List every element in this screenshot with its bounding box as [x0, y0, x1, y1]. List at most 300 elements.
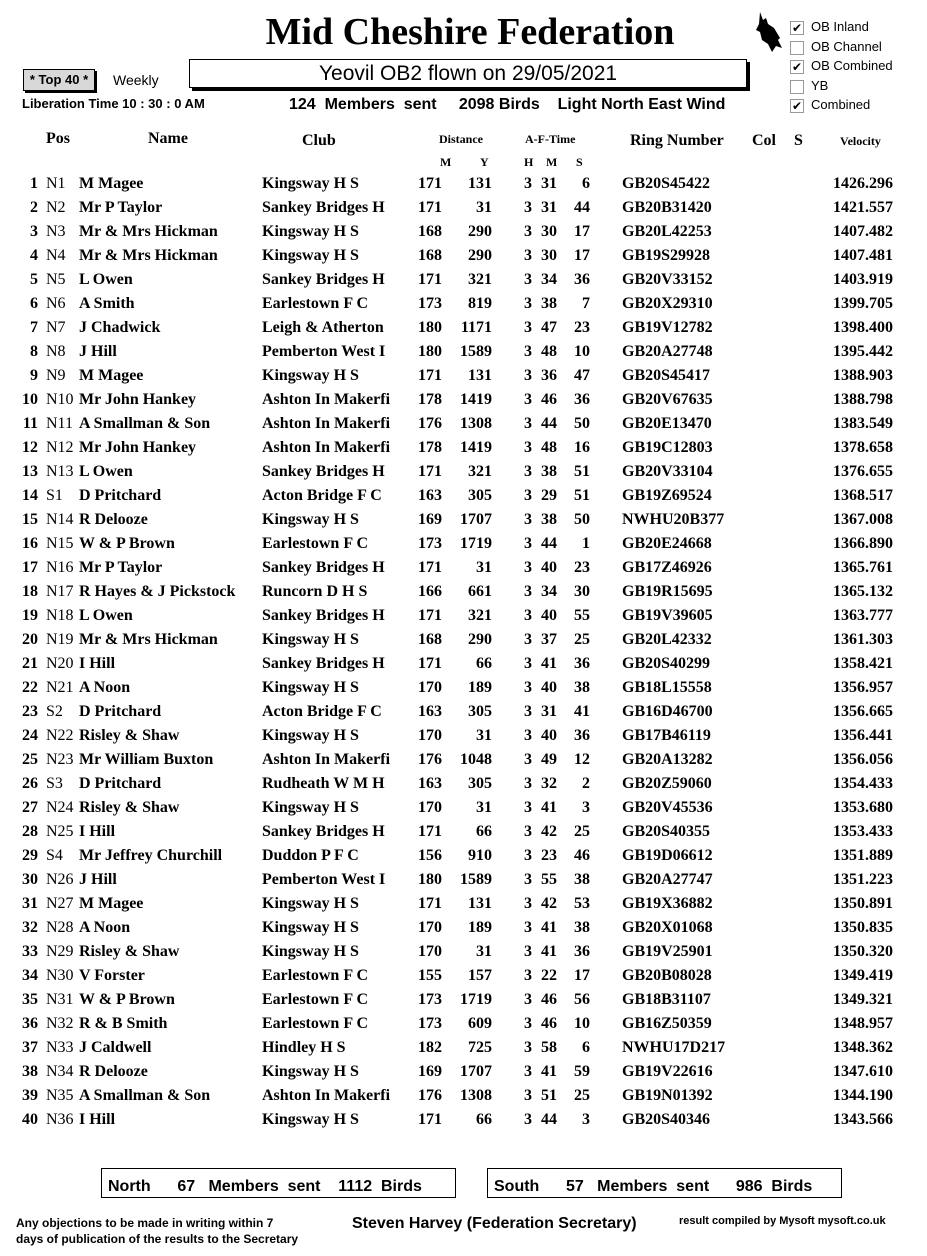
section-position: N5	[46, 271, 66, 288]
time-seconds: 53	[574, 895, 590, 912]
ring-number: GB19C12803	[622, 439, 713, 456]
distance-yards: 31	[476, 199, 492, 216]
member-name: A Noon	[79, 679, 131, 696]
velocity: 1348.957	[833, 1015, 893, 1032]
ring-number: GB17B46119	[622, 727, 711, 744]
distance-yards: 131	[468, 367, 492, 384]
velocity: 1383.549	[833, 415, 893, 432]
velocity: 1353.433	[833, 823, 893, 840]
club-name: Kingsway H S	[262, 679, 359, 696]
member-name: Risley & Shaw	[79, 727, 180, 744]
position: 13	[22, 463, 38, 480]
position: 33	[22, 943, 38, 960]
time-minutes: 40	[541, 607, 557, 624]
distance-miles: 171	[418, 271, 442, 288]
distance-yards: 321	[468, 271, 492, 288]
table-row	[0, 799, 927, 823]
time-minutes: 29	[541, 487, 557, 504]
time-hours: 3	[524, 175, 532, 192]
time-seconds: 41	[574, 703, 590, 720]
time-hours: 3	[524, 391, 532, 408]
velocity: 1347.610	[833, 1063, 893, 1080]
time-hours: 3	[524, 463, 532, 480]
position: 19	[22, 607, 38, 624]
distance-miles: 156	[418, 847, 442, 864]
distance-miles: 169	[418, 1063, 442, 1080]
position: 14	[22, 487, 38, 504]
velocity: 1353.680	[833, 799, 893, 816]
ring-number: GB20E24668	[622, 535, 712, 552]
velocity: 1356.957	[833, 679, 893, 696]
ring-number: GB19N01392	[622, 1087, 713, 1104]
time-hours: 3	[524, 679, 532, 696]
club-name: Ashton In Makerfi	[262, 391, 391, 408]
time-seconds: 47	[574, 367, 590, 384]
time-seconds: 36	[574, 943, 590, 960]
time-seconds: 7	[582, 295, 590, 312]
top40-button[interactable]: * Top 40 *	[23, 69, 95, 91]
ring-number: GB20A27747	[622, 871, 713, 888]
checkmark-icon[interactable]: ✔	[791, 99, 803, 113]
member-name: Mr John Hankey	[79, 391, 197, 408]
time-seconds: 17	[574, 247, 590, 264]
club-name: Kingsway H S	[262, 895, 359, 912]
distance-yards: 131	[468, 175, 492, 192]
col-header-distance-y: Y	[480, 155, 489, 169]
distance-yards: 305	[468, 487, 492, 504]
velocity: 1349.321	[833, 991, 893, 1008]
position: 4	[30, 247, 38, 264]
table-row	[0, 631, 927, 655]
member-name: I Hill	[79, 823, 116, 840]
distance-miles: 170	[418, 943, 442, 960]
velocity: 1388.903	[833, 367, 893, 384]
distance-miles: 166	[418, 583, 442, 600]
time-seconds: 46	[574, 847, 590, 864]
empty-checkbox-icon[interactable]	[790, 41, 804, 55]
table-row	[0, 535, 927, 559]
time-hours: 3	[524, 295, 532, 312]
section-position: N35	[46, 1087, 74, 1104]
time-hours: 3	[524, 439, 532, 456]
section-position: N19	[46, 631, 74, 648]
velocity: 1399.705	[833, 295, 893, 312]
distance-miles: 171	[418, 463, 442, 480]
distance-miles: 171	[418, 895, 442, 912]
empty-checkbox-icon[interactable]	[790, 80, 804, 94]
member-name: I Hill	[79, 655, 116, 672]
distance-yards: 1719	[460, 991, 492, 1008]
time-minutes: 41	[541, 799, 557, 816]
ring-number: GB20Z59060	[622, 775, 712, 792]
section-position: N28	[46, 919, 74, 936]
section-position: N24	[46, 799, 74, 816]
time-minutes: 38	[541, 511, 557, 528]
velocity: 1354.433	[833, 775, 893, 792]
time-minutes: 31	[541, 175, 557, 192]
position: 26	[22, 775, 38, 792]
time-hours: 3	[524, 1087, 532, 1104]
table-row	[0, 1111, 927, 1135]
velocity: 1351.223	[833, 871, 893, 888]
col-header-name: Name	[148, 130, 188, 147]
ring-number: GB20V33104	[622, 463, 713, 480]
club-name: Acton Bridge F C	[262, 703, 382, 720]
table-row	[0, 727, 927, 751]
col-header-time-s: S	[576, 155, 583, 169]
time-hours: 3	[524, 991, 532, 1008]
time-minutes: 41	[541, 943, 557, 960]
position: 27	[22, 799, 38, 816]
distance-miles: 173	[418, 991, 442, 1008]
section-position: N26	[46, 871, 74, 888]
table-row	[0, 847, 927, 871]
member-name: Mr William Buxton	[79, 751, 214, 768]
table-row	[0, 607, 927, 631]
time-seconds: 36	[574, 655, 590, 672]
member-name: M Magee	[79, 895, 144, 912]
club-name: Pemberton West I	[262, 343, 386, 360]
time-hours: 3	[524, 631, 532, 648]
member-name: W & P Brown	[79, 991, 175, 1008]
table-row	[0, 415, 927, 439]
distance-yards: 1719	[460, 535, 492, 552]
position: 34	[22, 967, 38, 984]
club-name: Kingsway H S	[262, 247, 359, 264]
section-position: N12	[46, 439, 74, 456]
time-hours: 3	[524, 487, 532, 504]
ring-number: NWHU20B377	[622, 511, 725, 528]
time-hours: 3	[524, 367, 532, 384]
distance-yards: 189	[468, 919, 492, 936]
time-hours: 3	[524, 583, 532, 600]
time-minutes: 42	[541, 823, 557, 840]
velocity: 1350.835	[833, 919, 893, 936]
time-hours: 3	[524, 751, 532, 768]
position: 30	[22, 871, 38, 888]
velocity: 1368.517	[833, 487, 893, 504]
distance-yards: 290	[468, 223, 492, 240]
table-row	[0, 991, 927, 1015]
time-minutes: 41	[541, 1063, 557, 1080]
member-name: R & B Smith	[79, 1015, 168, 1032]
ring-number: GB20B08028	[622, 967, 712, 984]
table-row	[0, 751, 927, 775]
club-name: Hindley H S	[262, 1039, 346, 1056]
checkmark-icon[interactable]: ✔	[791, 21, 803, 35]
race-title: Yeovil OB2 flown on 29/05/2021	[189, 59, 747, 88]
table-row	[0, 1087, 927, 1111]
distance-yards: 305	[468, 775, 492, 792]
member-name: R Hayes & J Pickstock	[79, 583, 236, 600]
compiled-by: result compiled by Mysoft mysoft.co.uk	[679, 1215, 886, 1227]
time-seconds: 25	[574, 631, 590, 648]
time-minutes: 41	[541, 655, 557, 672]
distance-miles: 171	[418, 367, 442, 384]
velocity: 1356.665	[833, 703, 893, 720]
section-position: N33	[46, 1039, 74, 1056]
time-minutes: 46	[541, 991, 557, 1008]
time-minutes: 32	[541, 775, 557, 792]
distance-yards: 1048	[460, 751, 492, 768]
position: 23	[22, 703, 38, 720]
table-row	[0, 775, 927, 799]
distance-yards: 290	[468, 247, 492, 264]
club-name: Sankey Bridges H	[262, 199, 385, 216]
distance-miles: 171	[418, 655, 442, 672]
ring-number: GB18B31107	[622, 991, 711, 1008]
time-seconds: 56	[574, 991, 590, 1008]
ring-number: GB19V39605	[622, 607, 713, 624]
distance-miles: 170	[418, 799, 442, 816]
velocity: 1365.132	[833, 583, 893, 600]
time-seconds: 10	[574, 1015, 590, 1032]
time-seconds: 38	[574, 679, 590, 696]
section-position: N32	[46, 1015, 74, 1032]
table-row	[0, 1039, 927, 1063]
members-sent-summary: 124 Members sent 2098 Birds Light North East Wind	[289, 96, 726, 113]
time-hours: 3	[524, 1063, 532, 1080]
section-position: N31	[46, 991, 74, 1008]
distance-miles: 170	[418, 727, 442, 744]
table-row	[0, 655, 927, 679]
ring-number: GB19X36882	[622, 895, 713, 912]
time-minutes: 44	[541, 415, 557, 432]
club-name: Kingsway H S	[262, 223, 359, 240]
col-header-time-h: H	[524, 155, 534, 169]
filter-label: Combined	[811, 97, 871, 112]
liberation-time: Liberation Time 10 : 30 : 0 AM	[22, 96, 205, 111]
member-name: D Pritchard	[79, 487, 162, 504]
time-minutes: 22	[541, 967, 557, 984]
section-position: N25	[46, 823, 74, 840]
velocity: 1358.421	[833, 655, 893, 672]
ring-number: GB18L15558	[622, 679, 712, 696]
position: 7	[30, 319, 38, 336]
time-seconds: 38	[574, 919, 590, 936]
club-name: Kingsway H S	[262, 367, 359, 384]
time-minutes: 34	[541, 271, 557, 288]
member-name: M Magee	[79, 175, 144, 192]
velocity: 1395.442	[833, 343, 893, 360]
section-position: N30	[46, 967, 74, 984]
ring-number: GB19V22616	[622, 1063, 713, 1080]
member-name: M Magee	[79, 367, 144, 384]
time-hours: 3	[524, 343, 532, 360]
time-minutes: 37	[541, 631, 557, 648]
time-hours: 3	[524, 199, 532, 216]
table-row	[0, 271, 927, 295]
time-minutes: 23	[541, 847, 557, 864]
club-name: Earlestown F C	[262, 991, 369, 1008]
section-position: N15	[46, 535, 74, 552]
section-position: S4	[46, 847, 63, 864]
ring-number: GB20A13282	[622, 751, 713, 768]
member-name: A Smallman & Son	[79, 1087, 211, 1104]
velocity: 1403.919	[833, 271, 893, 288]
club-name: Kingsway H S	[262, 631, 359, 648]
time-seconds: 23	[574, 319, 590, 336]
section-position: N9	[46, 367, 66, 384]
velocity: 1351.889	[833, 847, 893, 864]
distance-yards: 1707	[460, 1063, 492, 1080]
time-hours: 3	[524, 1111, 532, 1128]
filter-label: OB Combined	[811, 58, 893, 73]
club-name: Acton Bridge F C	[262, 487, 382, 504]
time-minutes: 48	[541, 439, 557, 456]
velocity: 1361.303	[833, 631, 893, 648]
table-row	[0, 559, 927, 583]
table-row	[0, 175, 927, 199]
club-name: Runcorn D H S	[262, 583, 368, 600]
distance-miles: 168	[418, 247, 442, 264]
time-minutes: 55	[541, 871, 557, 888]
time-minutes: 46	[541, 391, 557, 408]
position: 18	[22, 583, 38, 600]
velocity: 1363.777	[833, 607, 893, 624]
velocity: 1344.190	[833, 1087, 893, 1104]
time-hours: 3	[524, 799, 532, 816]
club-name: Ashton In Makerfi	[262, 439, 391, 456]
table-row	[0, 583, 927, 607]
velocity: 1348.362	[833, 1039, 893, 1056]
bird-icon	[754, 10, 784, 52]
section-position: S1	[46, 487, 63, 504]
table-row	[0, 463, 927, 487]
velocity: 1350.320	[833, 943, 893, 960]
table-row	[0, 967, 927, 991]
ring-number: GB20S40299	[622, 655, 711, 672]
distance-miles: 171	[418, 199, 442, 216]
time-seconds: 51	[574, 487, 590, 504]
ring-number: GB19V12782	[622, 319, 713, 336]
ring-number: GB20B31420	[622, 199, 712, 216]
position: 2	[30, 199, 38, 216]
position: 11	[22, 415, 38, 432]
member-name: Risley & Shaw	[79, 943, 180, 960]
table-row	[0, 223, 927, 247]
time-seconds: 17	[574, 967, 590, 984]
member-name: D Pritchard	[79, 703, 162, 720]
distance-yards: 1419	[460, 391, 492, 408]
distance-yards: 819	[468, 295, 492, 312]
time-hours: 3	[524, 511, 532, 528]
distance-yards: 31	[476, 943, 492, 960]
distance-yards: 661	[468, 583, 492, 600]
club-name: Kingsway H S	[262, 799, 359, 816]
section-position: N10	[46, 391, 74, 408]
club-name: Kingsway H S	[262, 1063, 359, 1080]
col-header-s: S	[794, 132, 803, 149]
section-position: N8	[46, 343, 66, 360]
club-name: Pemberton West I	[262, 871, 386, 888]
distance-miles: 171	[418, 175, 442, 192]
club-name: Sankey Bridges H	[262, 607, 385, 624]
position: 1	[30, 175, 38, 192]
velocity: 1356.441	[833, 727, 893, 744]
member-name: Mr & Mrs Hickman	[79, 247, 218, 264]
time-seconds: 25	[574, 1087, 590, 1104]
club-name: Kingsway H S	[262, 943, 359, 960]
velocity: 1343.566	[833, 1111, 893, 1128]
time-hours: 3	[524, 415, 532, 432]
time-seconds: 25	[574, 823, 590, 840]
time-minutes: 40	[541, 727, 557, 744]
time-minutes: 44	[541, 535, 557, 552]
section-position: N14	[46, 511, 74, 528]
position: 22	[22, 679, 38, 696]
time-seconds: 59	[574, 1063, 590, 1080]
col-header-time-m: M	[546, 155, 558, 169]
velocity: 1398.400	[833, 319, 893, 336]
distance-miles: 176	[418, 751, 442, 768]
ring-number: GB20S45422	[622, 175, 711, 192]
member-name: R Delooze	[79, 1063, 148, 1080]
member-name: I Hill	[79, 1111, 116, 1128]
position: 21	[22, 655, 38, 672]
time-minutes: 34	[541, 583, 557, 600]
time-minutes: 36	[541, 367, 557, 384]
section-position: N36	[46, 1111, 74, 1128]
position: 16	[22, 535, 38, 552]
time-hours: 3	[524, 967, 532, 984]
time-seconds: 51	[574, 463, 590, 480]
position: 3	[30, 223, 38, 240]
time-hours: 3	[524, 271, 532, 288]
distance-miles: 163	[418, 487, 442, 504]
ring-number: GB19S29928	[622, 247, 711, 264]
club-name: Sankey Bridges H	[262, 271, 385, 288]
section-position: N18	[46, 607, 74, 624]
position: 31	[22, 895, 38, 912]
table-row	[0, 439, 927, 463]
col-header-ring: Ring Number	[630, 132, 724, 149]
member-name: A Noon	[79, 919, 131, 936]
time-minutes: 46	[541, 1015, 557, 1032]
checkmark-icon[interactable]: ✔	[791, 60, 803, 74]
distance-miles: 170	[418, 679, 442, 696]
position: 5	[30, 271, 38, 288]
section-position: N3	[46, 223, 66, 240]
position: 9	[30, 367, 38, 384]
distance-yards: 1707	[460, 511, 492, 528]
club-name: Earlestown F C	[262, 967, 369, 984]
table-row	[0, 487, 927, 511]
velocity: 1349.419	[833, 967, 893, 984]
distance-miles: 155	[418, 967, 442, 984]
time-seconds: 1	[582, 535, 590, 552]
velocity: 1378.658	[833, 439, 893, 456]
distance-miles: 173	[418, 535, 442, 552]
member-name: Mr & Mrs Hickman	[79, 631, 218, 648]
time-hours: 3	[524, 655, 532, 672]
position: 20	[22, 631, 38, 648]
ring-number: GB20A27748	[622, 343, 713, 360]
time-hours: 3	[524, 607, 532, 624]
ring-number: NWHU17D217	[622, 1039, 726, 1056]
table-row	[0, 391, 927, 415]
distance-yards: 131	[468, 895, 492, 912]
distance-yards: 31	[476, 727, 492, 744]
time-minutes: 31	[541, 199, 557, 216]
table-row	[0, 871, 927, 895]
time-seconds: 6	[582, 175, 590, 192]
club-name: Sankey Bridges H	[262, 655, 385, 672]
member-name: L Owen	[79, 271, 133, 288]
distance-miles: 182	[418, 1039, 442, 1056]
distance-miles: 180	[418, 319, 442, 336]
time-hours: 3	[524, 823, 532, 840]
